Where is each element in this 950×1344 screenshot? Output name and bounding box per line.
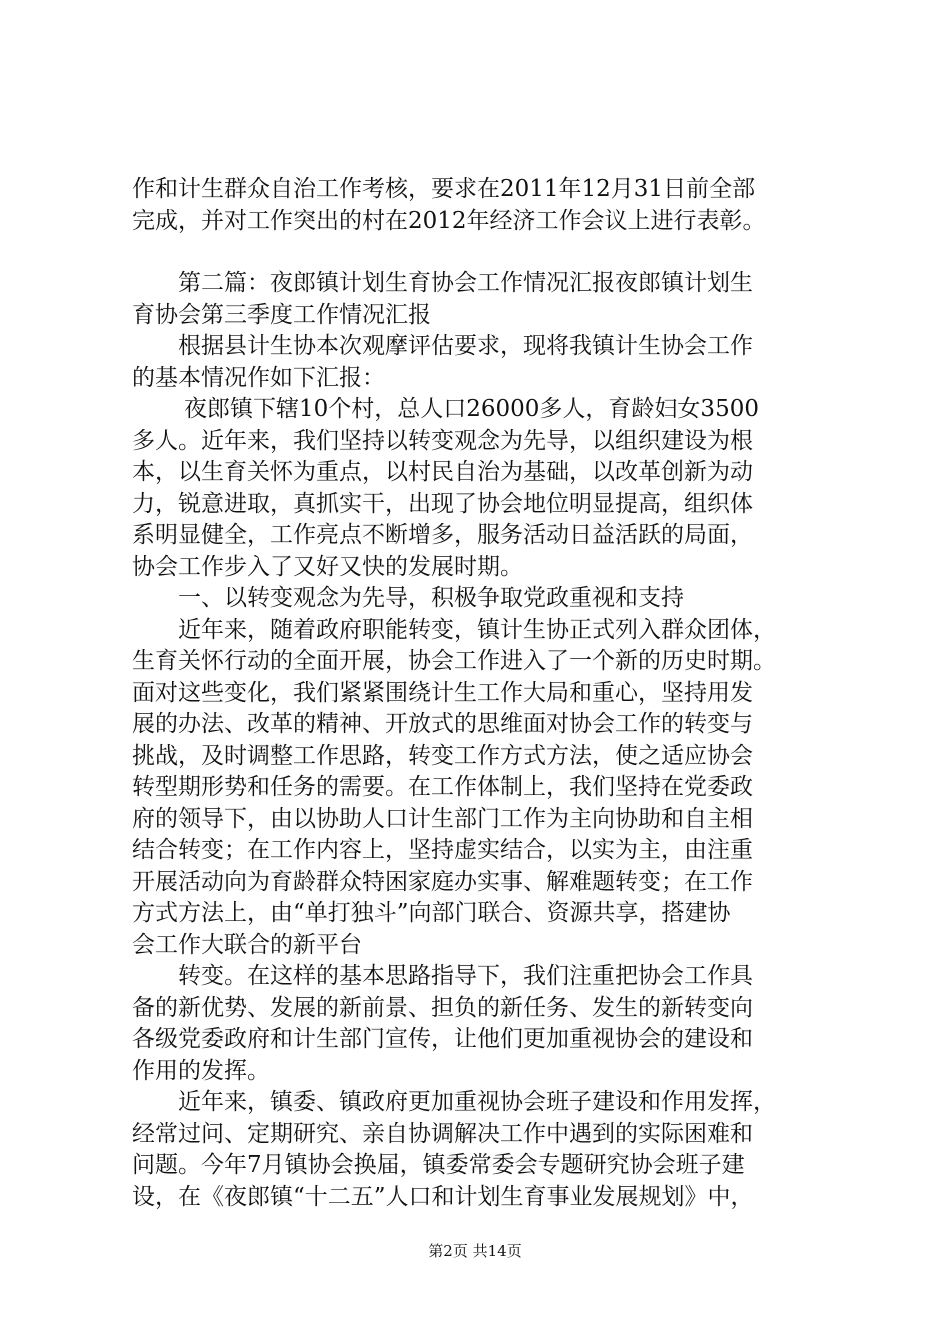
paragraph-body xyxy=(132,615,832,962)
text-line: 多人。近年来，我们坚持以转变观念为先导，以组织建设为根 xyxy=(132,427,753,454)
text-line: 协会工作步入了又好又快的发展时期。 xyxy=(132,553,523,580)
text-line: 府的领导下，由以协助人口计生部门工作为主向协助和自主相 xyxy=(132,805,753,832)
text-line: 一、以转变观念为先导，积极争取党政重视和支持 xyxy=(178,585,684,611)
text-line: 各级党委政府和计生部门宣传，让他们更加重视协会的建设和 xyxy=(132,1026,753,1052)
text-line: 第二篇：夜郎镇计划生育协会工作情况汇报夜郎镇计划生 xyxy=(178,270,753,296)
text-line: 经常过问、定期研究、亲自协调解决工作中遇到的实际困难和 xyxy=(132,1120,753,1147)
paragraph-intro xyxy=(132,331,832,394)
text-line: 完成，并对工作突出的村在2012年经济工作会议上进行表彰。 xyxy=(132,207,766,234)
text-line: 近年来，镇委、镇政府更加重视协会班子建设和作用发挥， xyxy=(178,1089,776,1115)
text-line: 备的新优势、发展的新前景、担负的新任务、发生的新转变向 xyxy=(132,994,753,1021)
paragraph-overview xyxy=(132,394,832,583)
text-line: 转型期形势和任务的需要。在工作体制上，我们坚持在党委政 xyxy=(132,774,753,800)
text-line: 本，以生育关怀为重点，以村民自治为基础，以改革创新为动 xyxy=(132,459,753,485)
text-line: 力，锐意进取，真抓实干，出现了协会地位明显提高，组织体 xyxy=(132,490,753,517)
page-number: 第2页 共14页 xyxy=(428,1242,522,1260)
text-line: 根据县计生协本次观摩评估要求，现将我镇计生协会工作 xyxy=(178,333,753,359)
paragraph-continuation xyxy=(132,174,832,237)
text-line: 会工作大联合的新平台 xyxy=(132,931,362,958)
text-line: 系明显健全，工作亮点不断增多，服务活动日益活跃的局面， xyxy=(132,522,753,548)
text-line: 育协会第三季度工作情况汇报 xyxy=(132,301,431,328)
paragraph-gap xyxy=(132,237,832,268)
text-line: 的基本情况作如下汇报： xyxy=(132,364,385,391)
text-line: 转变。在这样的基本思路指导下，我们注重把协会工作具 xyxy=(178,963,753,989)
text-line: 挑战，及时调整工作思路，转变工作方式方法，使之适应协会 xyxy=(132,742,753,769)
text-line: 作用的发挥。 xyxy=(132,1057,270,1084)
text-line: 问题。今年7月镇协会换届，镇委常委会专题研究协会班子建 xyxy=(132,1152,745,1178)
paragraph-body xyxy=(132,1087,832,1213)
text-line: 设，在《夜郎镇“十二五”人口和计划生育事业发展规划》中， xyxy=(132,1183,754,1210)
paragraph-body xyxy=(132,961,832,1087)
text-line: 展的办法、改革的精神、开放式的思维面对协会工作的转变与 xyxy=(132,711,753,737)
text-line: 近年来，随着政府职能转变，镇计生协正式列入群众团体， xyxy=(178,616,776,643)
text-line: 生育关怀行动的全面开展，协会工作进入了一个新的历史时期。 xyxy=(132,648,776,674)
text-line: 方式方法上，由“单打独斗”向部门联合、资源共享，搭建协 xyxy=(132,900,731,926)
section-heading xyxy=(132,268,832,331)
text-line: 结合转变；在工作内容上，坚持虚实结合，以实为主，由注重 xyxy=(132,837,753,863)
text-line: 夜郎镇下辖10个村，总人口26000多人，育龄妇女3500 xyxy=(184,396,759,422)
text-line: 开展活动向为育龄群众特困家庭办实事、解难题转变；在工作 xyxy=(132,868,753,895)
text-line: 面对这些变化，我们紧紧围绕计生工作大局和重心，坚持用发 xyxy=(132,679,753,706)
document-body xyxy=(132,174,832,1213)
text-line: 作和计生群众自治工作考核，要求在2011年12月31日前全部 xyxy=(132,176,756,202)
page-footer xyxy=(0,1241,950,1261)
subsection-heading xyxy=(132,583,832,615)
